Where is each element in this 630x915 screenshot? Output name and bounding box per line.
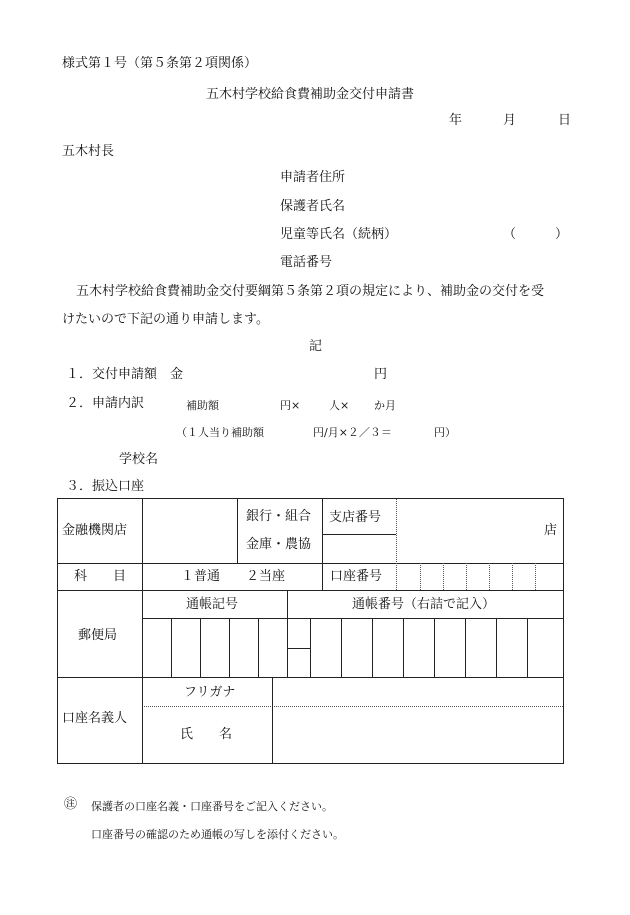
relation-paren: （ ） bbox=[503, 227, 569, 242]
school-name-label: 学校名 bbox=[119, 452, 159, 467]
formula-label: 円/月×２／３＝ bbox=[313, 426, 392, 439]
addressee: 五木村長 bbox=[62, 144, 115, 159]
item2-label: ２．申請内訳 bbox=[66, 396, 145, 411]
branch-suffix: 店 bbox=[544, 523, 558, 538]
label-column-divider bbox=[142, 499, 143, 763]
row-divider bbox=[58, 590, 563, 591]
passbook-symbol-label: 通帳記号 bbox=[186, 597, 239, 612]
person-times: 人× bbox=[329, 399, 350, 412]
symbol-dash bbox=[287, 648, 310, 649]
row-divider bbox=[58, 563, 563, 564]
digit-box-divider bbox=[466, 563, 467, 590]
digit-box-divider bbox=[372, 618, 373, 677]
col-divider bbox=[237, 499, 238, 563]
digit-box-divider bbox=[171, 618, 172, 677]
item3-label: ３．振込口座 bbox=[66, 479, 145, 494]
digit-box-divider bbox=[258, 618, 259, 677]
digit-box-divider bbox=[434, 618, 435, 677]
date-month: 月 bbox=[503, 113, 517, 128]
bank-coop-label: 金庫・農協 bbox=[246, 537, 312, 552]
digit-box-divider bbox=[420, 563, 421, 590]
item1-label: １．交付申請額 金 bbox=[66, 367, 184, 382]
branch-no-underline bbox=[322, 534, 396, 535]
bank-account-table bbox=[57, 498, 564, 764]
row-divider bbox=[58, 677, 563, 678]
digit-box-divider bbox=[489, 563, 490, 590]
furigana-dotted-line bbox=[142, 706, 563, 707]
date-day: 日 bbox=[558, 113, 572, 128]
note-line2: 口座番号の確認のため通帳の写しを添付ください。 bbox=[91, 828, 344, 841]
institution-label: 金融機関店 bbox=[62, 523, 128, 538]
yen-close: 円） bbox=[434, 426, 456, 439]
per-person-label: （１人当り補助額 bbox=[176, 426, 264, 439]
months-label: か月 bbox=[374, 399, 396, 412]
bank-union-label: 銀行・組合 bbox=[246, 509, 312, 524]
item1-yen: 円 bbox=[374, 367, 388, 382]
digit-box-divider bbox=[443, 563, 444, 590]
digit-box-divider bbox=[465, 618, 466, 677]
furigana-label: フリガナ bbox=[184, 685, 236, 700]
account-type-options: １普通 ２当座 bbox=[181, 569, 286, 584]
col-divider bbox=[272, 677, 273, 763]
account-no-label: 口座番号 bbox=[330, 569, 383, 584]
ki-heading: 記 bbox=[309, 339, 323, 354]
digit-box-divider bbox=[403, 618, 404, 677]
phone-label: 電話番号 bbox=[280, 255, 333, 270]
digit-box-divider bbox=[535, 563, 536, 590]
digit-box-divider bbox=[341, 618, 342, 677]
col-divider bbox=[396, 499, 397, 590]
body-text-line1: 五木村学校給食費補助金交付要綱第５条第２項の規定により、補助金の交付を受 bbox=[76, 284, 545, 299]
body-text-line2: けたいので下記の通り申請します。 bbox=[62, 312, 269, 327]
col-divider bbox=[287, 590, 288, 677]
applicant-address-label: 申請者住所 bbox=[280, 170, 346, 185]
form-reference: 様式第１号（第５条第２項関係） bbox=[62, 56, 258, 71]
note-mark-icon: ㊟ bbox=[64, 797, 78, 812]
col-divider bbox=[322, 499, 323, 590]
account-holder-label: 口座名義人 bbox=[62, 711, 128, 726]
subject-label: 科 目 bbox=[74, 569, 127, 584]
post-office-label: 郵便局 bbox=[78, 628, 118, 643]
digit-box-divider bbox=[229, 618, 230, 677]
child-name-label: 児童等氏名（続柄） bbox=[280, 227, 398, 242]
row-divider bbox=[142, 618, 563, 619]
document-title: 五木村学校給食費補助金交付申請書 bbox=[206, 87, 415, 102]
digit-box-divider bbox=[512, 563, 513, 590]
yen-times: 円× bbox=[280, 399, 301, 412]
subsidy-label: 補助額 bbox=[186, 399, 219, 412]
date-year: 年 bbox=[449, 113, 463, 128]
passbook-number-label: 通帳番号（右詰で記入） bbox=[352, 597, 496, 612]
digit-box-divider bbox=[200, 618, 201, 677]
digit-box-divider bbox=[496, 618, 497, 677]
guardian-name-label: 保護者氏名 bbox=[280, 199, 346, 214]
note-line1: 保護者の口座名義・口座番号をご記入ください。 bbox=[91, 800, 333, 813]
digit-box-divider bbox=[527, 618, 528, 677]
full-name-label: 氏 名 bbox=[180, 727, 233, 742]
digit-box-divider bbox=[310, 618, 311, 677]
branch-no-label: 支店番号 bbox=[329, 510, 382, 525]
